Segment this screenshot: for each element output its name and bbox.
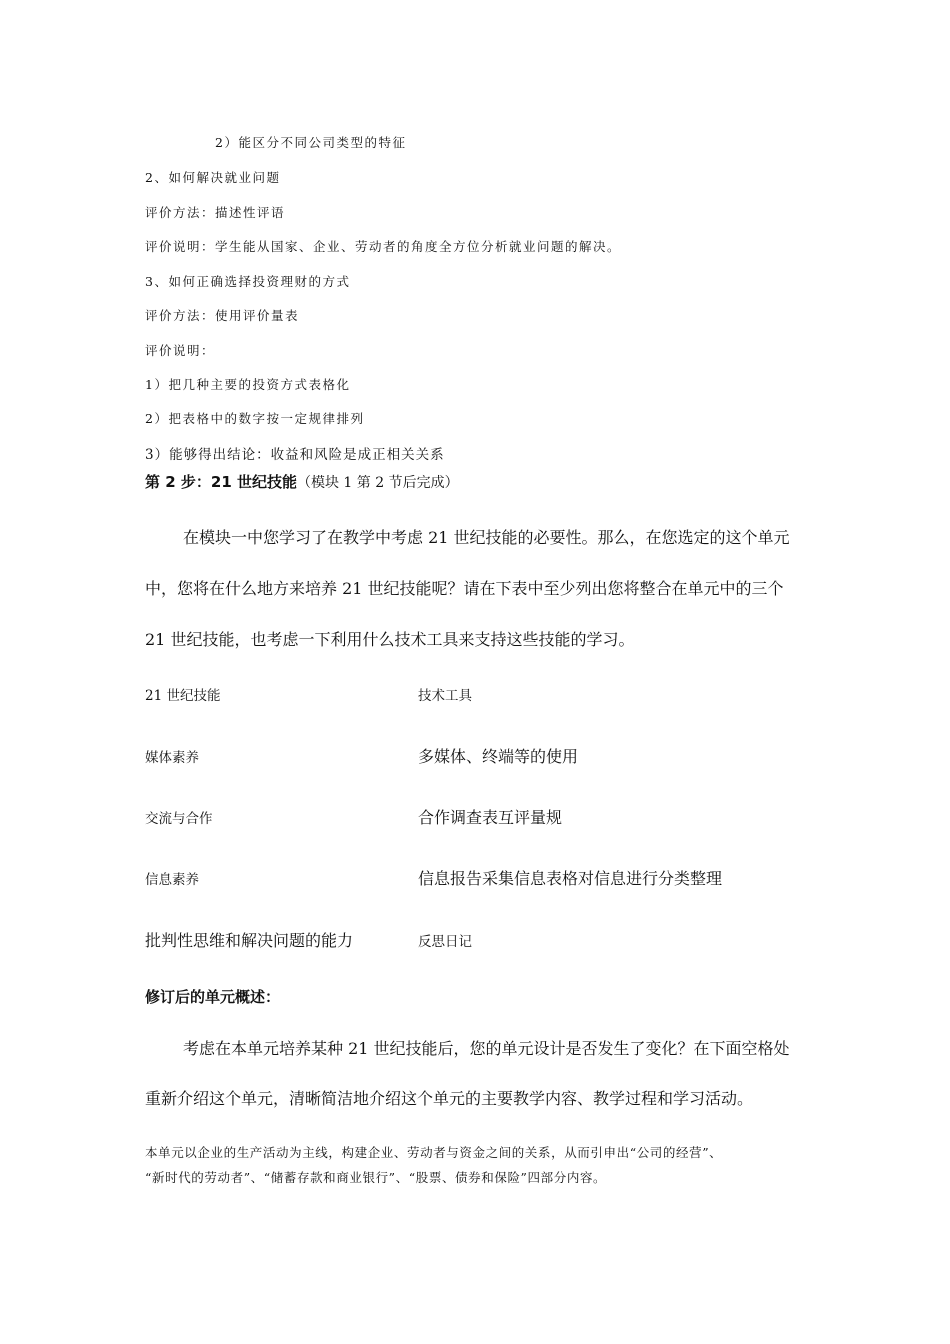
revised-heading: 修订后的单元概述： [145, 988, 281, 1006]
eval-item-2-desc: 评价说明：学生能从国家、企业、劳动者的角度全方位分析就业问题的解决。 [145, 239, 622, 254]
revised-para-line1: 考虑在本单元培养某种 21 世纪技能后，您的单元设计是否发生了变化？在下面空格处 [183, 1039, 790, 1058]
eval-item-3-sub1: 1）把几种主要的投资方式表格化 [145, 377, 351, 392]
revised-para-line2: 重新介绍这个单元，清晰简洁地介绍这个单元的主要教学内容、教学过程和学习活动。 [145, 1089, 754, 1108]
step2-heading [145, 471, 459, 492]
eval-item-3-desc-label: 评价说明： [145, 343, 216, 358]
eval-item-3-sub3: 3）能够得出结论：收益和风险是成正相关关系 [145, 447, 445, 463]
eval-item-2-title: 2、如何解决就业问题 [145, 170, 281, 185]
row-tool: 多媒体、终端等的使用 [418, 747, 579, 766]
row-skill: 交流与合作 [145, 811, 213, 827]
revised-answer-line2: “新时代的劳动者”、“储蓄存款和商业银行”、“股票、债券和保险”四部分内容。 [145, 1170, 607, 1185]
row-tool: 信息报告采集信息表格对信息进行分类整理 [418, 869, 723, 888]
row-skill: 信息素养 [145, 872, 199, 888]
row-tool: 反思日记 [418, 934, 472, 950]
row-tool: 合作调查表互评量规 [418, 808, 563, 827]
row-skill: 批判性思维和解决问题的能力 [145, 931, 354, 950]
step2-para-line1: 在模块一中您学习了在教学中考虑 21 世纪技能的必要性。那么，在您选定的这个单元 [183, 528, 790, 547]
revised-answer-line1: 本单元以企业的生产活动为主线，构建企业、劳动者与资金之间的关系，从而引申出“公司的经营”、 [145, 1145, 723, 1160]
eval-item-3-method: 评价方法：使用评价量表 [145, 308, 300, 323]
row-skill: 媒体素养 [145, 750, 199, 766]
eval-item-3-title: 3、如何正确选择投资理财的方式 [145, 274, 351, 289]
eval-item-1-2: 2）能区分不同公司类型的特征 [215, 135, 407, 150]
eval-item-2-method: 评价方法：描述性评语 [145, 205, 286, 220]
eval-item-3-sub2: 2）把表格中的数字按一定规律排列 [145, 411, 365, 426]
step2-para-line2: 中，您将在什么地方来培养 21 世纪技能呢？请在下表中至少列出您将整合在单元中的三个 [145, 579, 784, 598]
step2-heading-note: （模块 1 第 2 节后完成） [296, 475, 459, 491]
step2-heading-title: 第 2 步：21 世纪技能 [145, 473, 297, 491]
step2-para-line3: 21 世纪技能，也考虑一下利用什么技术工具来支持这些技能的学习。 [145, 630, 635, 649]
header-skill: 21 世纪技能 [145, 688, 221, 704]
header-tool: 技术工具 [418, 688, 472, 704]
